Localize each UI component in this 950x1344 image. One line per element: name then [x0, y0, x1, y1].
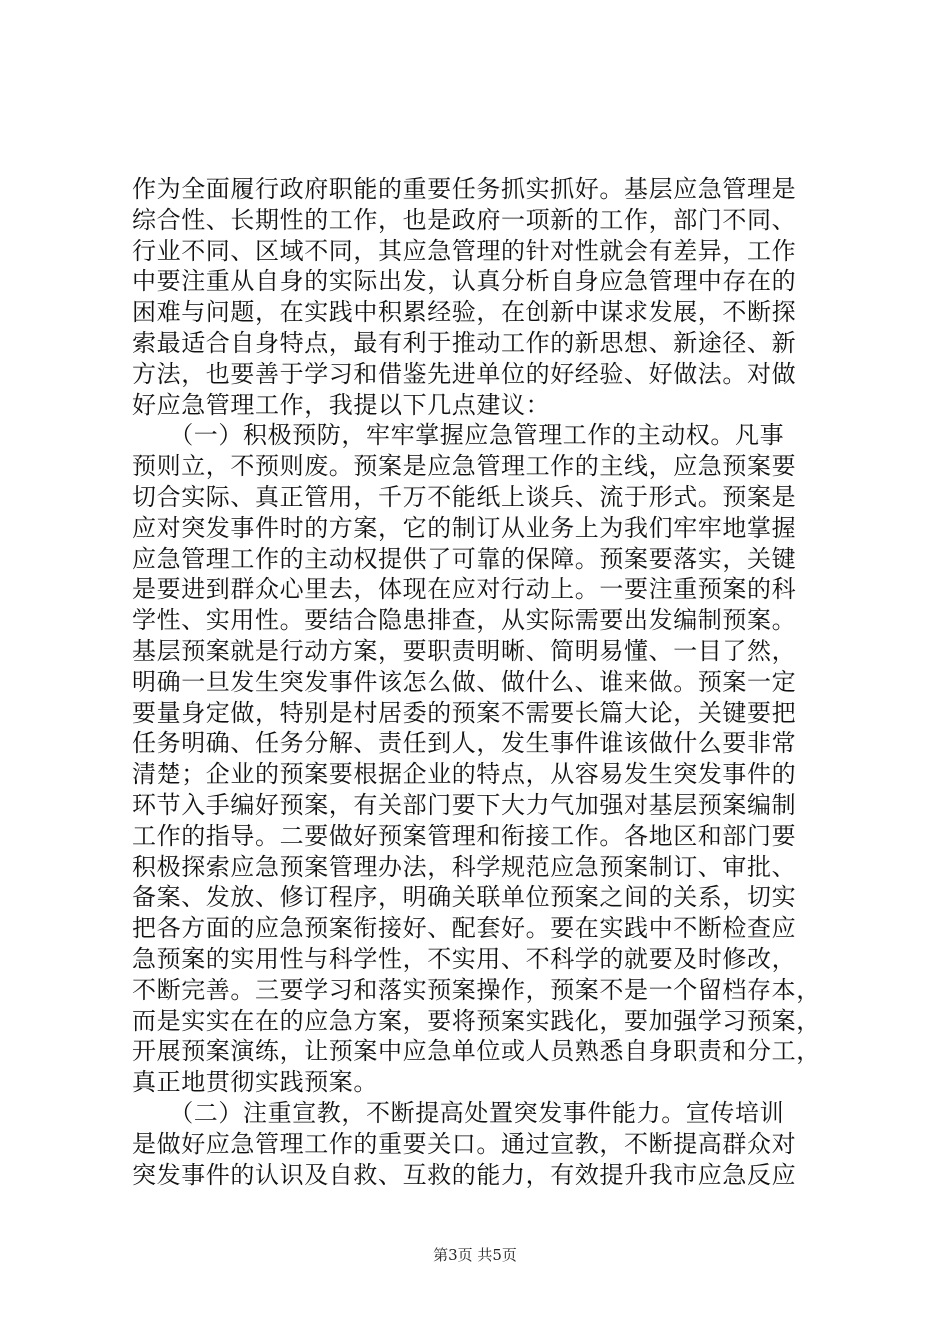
text-line: 学性、实用性。要结合隐患排查，从实际需要出发编制预案。: [132, 606, 797, 635]
text-line: 明确一旦发生突发事件该怎么做、做什么、谁来做。预案一定: [132, 667, 797, 696]
text-line: （一）积极预防，牢牢掌握应急管理工作的主动权。凡事: [132, 421, 785, 450]
text-line: 应急管理工作的主动权提供了可靠的保障。预案要落实，关键: [132, 544, 797, 573]
text-line: 积极探索应急预案管理办法，科学规范应急预案制订、审批、: [132, 852, 797, 881]
text-line: 应对突发事件时的方案，它的制订从业务上为我们牢牢地掌握: [132, 513, 797, 542]
text-line: 而是实实在在的应急方案，要将预案实践化，要加强学习预案，: [132, 1006, 821, 1035]
text-line: 是做好应急管理工作的重要关口。通过宣教，不断提高群众对: [132, 1129, 797, 1158]
text-line: 行业不同、区域不同，其应急管理的针对性就会有差异，工作: [132, 236, 797, 265]
text-line: 预则立，不预则废。预案是应急管理工作的主线，应急预案要: [132, 452, 797, 481]
text-line: 备案、发放、修订程序，明确关联单位预案之间的关系，切实: [132, 883, 797, 912]
text-line: 切合实际、真正管用，千万不能纸上谈兵、流于形式。预案是: [132, 482, 797, 511]
text-line: 环节入手编好预案，有关部门要下大力气加强对基层预案编制: [132, 790, 797, 819]
page-number-footer: 第3页 共5页: [433, 1246, 517, 1264]
text-line: 中要注重从自身的实际出发，认真分析自身应急管理中存在的: [132, 267, 797, 296]
text-line: 好应急管理工作，我提以下几点建议：: [132, 390, 551, 419]
text-line: 基层预案就是行动方案，要职责明晰、简明易懂、一目了然，: [132, 636, 797, 665]
text-line: 真正地贯彻实践预案。: [132, 1068, 378, 1097]
text-line: 清楚；企业的预案要根据企业的特点，从容易发生突发事件的: [132, 760, 797, 789]
text-line: 索最适合自身特点，最有利于推动工作的新思想、新途径、新: [132, 328, 797, 357]
body-text: [132, 174, 832, 1190]
text-line: 把各方面的应急预案衔接好、配套好。要在实践中不断检查应: [132, 914, 797, 943]
text-line: 要量身定做，特别是村居委的预案不需要长篇大论，关键要把: [132, 698, 797, 727]
text-line: 作为全面履行政府职能的重要任务抓实抓好。基层应急管理是: [132, 175, 797, 203]
text-line: 困难与问题，在实践中积累经验，在创新中谋求发展，不断探: [132, 298, 797, 327]
text-line: 方法，也要善于学习和借鉴先进单位的好经验、好做法。对做: [132, 359, 797, 388]
text-line: 工作的指导。二要做好预案管理和衔接工作。各地区和部门要: [132, 821, 797, 850]
text-line: 开展预案演练，让预案中应急单位或人员熟悉自身职责和分工，: [132, 1037, 821, 1066]
text-line: 是要进到群众心里去，体现在应对行动上。一要注重预案的科: [132, 575, 797, 604]
text-line: 综合性、长期性的工作，也是政府一项新的工作，部门不同、: [132, 205, 797, 234]
text-line: 突发事件的认识及自救、互救的能力，有效提升我市应急反应: [132, 1160, 797, 1189]
text-line: 不断完善。三要学习和落实预案操作，预案不是一个留档存本，: [132, 975, 821, 1004]
text-line: 任务明确、任务分解、责任到人，发生事件谁该做什么要非常: [132, 729, 797, 758]
text-line: 急预案的实用性与科学性，不实用、不科学的就要及时修改，: [132, 944, 797, 973]
text-line: （二）注重宣教，不断提高处置突发事件能力。宣传培训: [132, 1098, 785, 1127]
